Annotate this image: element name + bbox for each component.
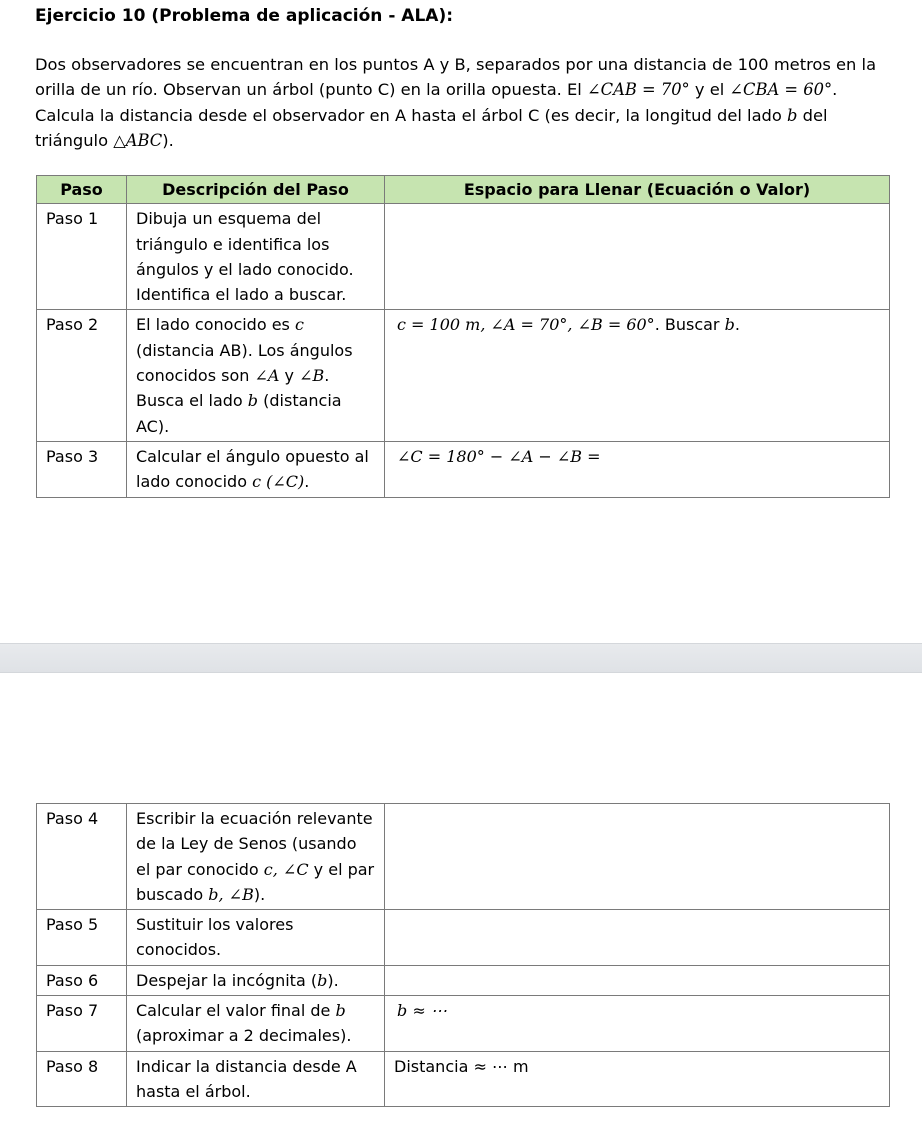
step-description: Despejar la incógnita (b). <box>127 965 385 995</box>
step-description: Sustituir los valores conocidos. <box>127 910 385 966</box>
step-description: El lado conocido es c (distancia AB). Los ángulos conocidos son ∠A y ∠B. Busca el lado b (distancia AC). <box>127 310 385 441</box>
table-row <box>37 1051 890 1107</box>
table-row <box>37 965 890 995</box>
step-description: Indicar la distancia desde A hasta el árbol. <box>127 1051 385 1107</box>
step-answer-space[interactable]: Distancia ≈ ⋯ m <box>385 1051 890 1107</box>
angle-cba: ∠CBA = 60° <box>729 80 833 100</box>
header-espacio: Espacio para Llenar (Ecuación o Valor) <box>385 176 890 204</box>
header-descripcion: Descripción del Paso <box>127 176 385 204</box>
header-paso: Paso <box>37 176 127 204</box>
angle-cab: ∠CAB = 70° <box>587 80 690 100</box>
table-header-row <box>37 176 890 204</box>
step-description: Dibuja un esquema del triángulo e identifica los ángulos y el lado conocido. Identifica el lado a buscar. <box>127 204 385 310</box>
step-label: Paso 7 <box>37 996 127 1052</box>
table-row <box>37 310 890 441</box>
step-answer-space[interactable] <box>385 204 890 310</box>
step-description: Escribir la ecuación relevante de la Ley de Senos (usando el par conocido c, ∠C y el par buscado b, ∠B). <box>127 804 385 910</box>
step-answer-space[interactable]: ∠C = 180° − ∠A − ∠B = <box>385 441 890 497</box>
problem-statement: Dos observadores se encuentran en los puntos A y B, separados por una distancia de 100 metros en la orilla de un río. Observan un árbol (punto C) en la orilla opuesta. El ∠CAB = 70° y el ∠CBA = 60°. Calcula la distancia desde el observador en A hasta el árbol C (es decir, la longitud del lado b del triángulo △ABC). <box>35 55 877 150</box>
table-row <box>37 910 890 966</box>
page-break-divider <box>0 643 922 673</box>
steps-table-1 <box>36 175 890 498</box>
step-description: Calcular el ángulo opuesto al lado conocido c (∠C). <box>127 441 385 497</box>
steps-table-2 <box>36 803 890 1107</box>
step-label: Paso 2 <box>37 310 127 441</box>
step-answer-space[interactable]: b ≈ ⋯ <box>385 996 890 1052</box>
table-row <box>37 804 890 910</box>
step-description: Calcular el valor final de b (aproximar a 2 decimales). <box>127 996 385 1052</box>
step-label: Paso 3 <box>37 441 127 497</box>
table-row <box>37 996 890 1052</box>
step-answer-space[interactable] <box>385 965 890 995</box>
step-label: Paso 8 <box>37 1051 127 1107</box>
step-label: Paso 4 <box>37 804 127 910</box>
table-row <box>37 441 890 497</box>
step-answer-space[interactable]: c = 100 m, ∠A = 70°, ∠B = 60°. Buscar b. <box>385 310 890 441</box>
step-label: Paso 1 <box>37 204 127 310</box>
step-answer-space[interactable] <box>385 910 890 966</box>
step-answer-space[interactable] <box>385 804 890 910</box>
table-row <box>37 204 890 310</box>
step-label: Paso 5 <box>37 910 127 966</box>
step-label: Paso 6 <box>37 965 127 995</box>
exercise-title: Ejercicio 10 (Problema de aplicación - ALA): <box>35 6 454 26</box>
